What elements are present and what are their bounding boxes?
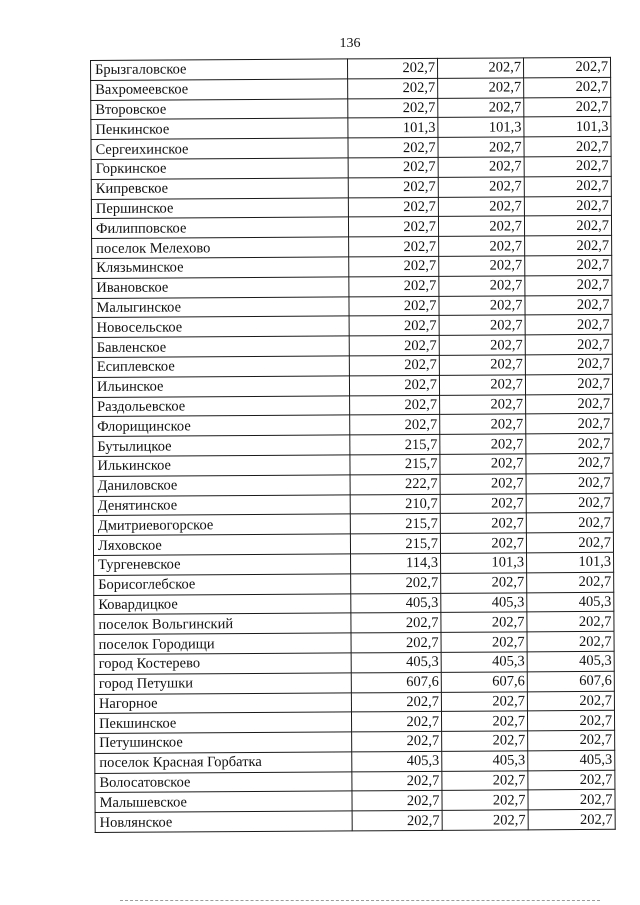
row-name-cell: Борисоглебское — [94, 574, 351, 595]
row-name-cell: Флорищинское — [93, 415, 350, 436]
row-value-1-cell: 215,7 — [350, 435, 440, 455]
row-value-1-cell: 202,7 — [349, 296, 439, 316]
row-name-cell: Второвское — [91, 99, 348, 120]
row-value-1-cell: 202,7 — [348, 157, 438, 177]
row-name-cell: Петушинское — [95, 732, 352, 753]
row-value-3-cell: 202,7 — [526, 414, 613, 434]
row-value-1-cell: 202,7 — [349, 355, 439, 375]
row-value-1-cell: 202,7 — [352, 811, 442, 831]
row-value-3-cell: 202,7 — [527, 572, 614, 592]
row-value-1-cell: 202,7 — [350, 415, 440, 435]
row-value-2-cell: 607,6 — [441, 672, 527, 692]
row-value-3-cell: 202,7 — [528, 790, 615, 810]
row-name-cell: Нагорное — [94, 692, 351, 713]
row-value-2-cell: 202,7 — [438, 78, 524, 98]
row-value-3-cell: 202,7 — [525, 334, 612, 354]
row-value-1-cell: 215,7 — [350, 533, 440, 553]
row-value-3-cell: 202,7 — [526, 394, 613, 414]
row-value-2-cell: 202,7 — [439, 355, 525, 375]
row-value-1-cell: 202,7 — [348, 177, 438, 197]
row-value-3-cell: 202,7 — [525, 354, 612, 374]
row-value-3-cell: 202,7 — [525, 255, 612, 275]
row-value-3-cell: 202,7 — [526, 532, 613, 552]
row-name-cell: Ильинское — [92, 376, 349, 397]
row-value-2-cell: 405,3 — [441, 592, 527, 612]
row-name-cell: Першинское — [91, 198, 348, 219]
row-value-2-cell: 202,7 — [439, 335, 525, 355]
row-value-2-cell: 202,7 — [439, 276, 525, 296]
row-value-1-cell: 202,7 — [350, 395, 440, 415]
row-value-3-cell: 202,7 — [528, 770, 615, 790]
row-value-3-cell: 202,7 — [524, 216, 611, 236]
row-value-3-cell: 202,7 — [524, 97, 611, 117]
row-value-1-cell: 202,7 — [351, 632, 441, 652]
row-name-cell: Малыгинское — [92, 296, 349, 317]
row-name-cell: город Петушки — [94, 673, 351, 694]
row-value-2-cell: 101,3 — [441, 553, 527, 573]
row-value-3-cell: 202,7 — [525, 295, 612, 315]
row-value-3-cell: 202,7 — [523, 57, 610, 77]
row-value-2-cell: 405,3 — [442, 751, 528, 771]
row-value-2-cell: 202,7 — [440, 454, 526, 474]
row-value-2-cell: 202,7 — [438, 137, 524, 157]
row-value-3-cell: 405,3 — [527, 651, 614, 671]
row-value-3-cell: 202,7 — [524, 77, 611, 97]
row-name-cell: город Костерево — [94, 653, 351, 674]
row-value-3-cell: 202,7 — [526, 453, 613, 473]
row-name-cell: Филипповское — [91, 217, 348, 238]
row-name-cell: Дмитриевогорское — [93, 514, 350, 535]
row-value-1-cell: 202,7 — [349, 316, 439, 336]
row-value-2-cell: 202,7 — [438, 196, 524, 216]
row-value-3-cell: 202,7 — [528, 730, 615, 750]
row-value-1-cell: 202,7 — [351, 573, 441, 593]
row-value-3-cell: 202,7 — [527, 711, 614, 731]
row-value-1-cell: 607,6 — [351, 672, 441, 692]
row-value-3-cell: 202,7 — [526, 473, 613, 493]
row-value-1-cell: 202,7 — [349, 375, 439, 395]
row-name-cell: Кипревское — [91, 178, 348, 199]
row-name-cell: Клязьминское — [92, 257, 349, 278]
row-value-1-cell: 202,7 — [348, 197, 438, 217]
row-value-3-cell: 202,7 — [526, 513, 613, 533]
row-value-3-cell: 202,7 — [524, 156, 611, 176]
page-number: 136 — [339, 36, 361, 51]
row-value-2-cell: 202,7 — [442, 731, 528, 751]
row-value-2-cell: 202,7 — [441, 573, 527, 593]
row-value-3-cell: 202,7 — [525, 374, 612, 394]
row-value-2-cell: 202,7 — [441, 711, 527, 731]
row-value-2-cell: 202,7 — [442, 810, 528, 830]
row-value-2-cell: 202,7 — [438, 216, 524, 236]
row-value-2-cell: 202,7 — [440, 493, 526, 513]
row-value-1-cell: 222,7 — [350, 474, 440, 494]
row-value-1-cell: 202,7 — [351, 613, 441, 633]
table-body — [91, 57, 616, 832]
row-value-3-cell: 202,7 — [525, 235, 612, 255]
row-name-cell: Сергеихинское — [91, 138, 348, 159]
row-value-1-cell: 405,3 — [352, 751, 442, 771]
row-value-2-cell: 202,7 — [442, 790, 528, 810]
row-value-2-cell: 202,7 — [441, 612, 527, 632]
row-value-3-cell: 202,7 — [524, 176, 611, 196]
row-name-cell: поселок Вольгинский — [94, 613, 351, 634]
row-value-1-cell: 202,7 — [351, 712, 441, 732]
row-name-cell: Горкинское — [91, 158, 348, 179]
row-name-cell: Пекшинское — [94, 712, 351, 733]
row-value-1-cell: 202,7 — [349, 276, 439, 296]
row-value-1-cell: 202,7 — [352, 731, 442, 751]
row-value-2-cell: 202,7 — [441, 632, 527, 652]
row-value-1-cell: 202,7 — [349, 336, 439, 356]
row-value-1-cell: 202,7 — [348, 138, 438, 158]
row-name-cell: поселок Городищи — [94, 633, 351, 654]
row-value-3-cell: 405,3 — [528, 750, 615, 770]
row-value-3-cell: 202,7 — [527, 631, 614, 651]
row-value-1-cell: 202,7 — [351, 692, 441, 712]
row-value-1-cell: 405,3 — [351, 593, 441, 613]
row-value-2-cell: 101,3 — [438, 117, 524, 137]
row-value-1-cell: 202,7 — [349, 256, 439, 276]
row-value-2-cell: 202,7 — [440, 434, 526, 454]
row-value-2-cell: 202,7 — [439, 375, 525, 395]
row-value-1-cell: 202,7 — [352, 791, 442, 811]
row-value-1-cell: 202,7 — [348, 98, 438, 118]
row-value-2-cell: 202,7 — [439, 315, 525, 335]
row-name-cell: Новосельское — [92, 316, 349, 337]
row-value-2-cell: 202,7 — [440, 414, 526, 434]
row-name-cell: Есиплевское — [92, 356, 349, 377]
row-value-2-cell: 202,7 — [439, 236, 525, 256]
row-name-cell: Денятинское — [93, 494, 350, 515]
row-value-3-cell: 202,7 — [528, 810, 615, 830]
row-name-cell: поселок Мелехово — [92, 237, 349, 258]
row-value-3-cell: 405,3 — [527, 592, 614, 612]
row-value-3-cell: 202,7 — [526, 433, 613, 453]
row-value-2-cell: 202,7 — [438, 177, 524, 197]
row-name-cell: Волосатовское — [95, 772, 352, 793]
row-name-cell: Вахромеевское — [91, 79, 348, 100]
row-value-1-cell: 215,7 — [350, 454, 440, 474]
row-value-2-cell: 202,7 — [437, 58, 523, 78]
row-value-2-cell: 405,3 — [441, 652, 527, 672]
row-name-cell: Малышевское — [95, 791, 352, 812]
row-name-cell: Ивановское — [92, 277, 349, 298]
row-value-3-cell: 202,7 — [525, 315, 612, 335]
row-value-3-cell: 202,7 — [526, 493, 613, 513]
bottom-rule — [120, 900, 600, 901]
row-value-2-cell: 202,7 — [442, 771, 528, 791]
row-name-cell: Даниловское — [93, 475, 350, 496]
row-name-cell: Ковардицкое — [94, 593, 351, 614]
row-value-2-cell: 202,7 — [440, 533, 526, 553]
row-name-cell: Тургеневское — [94, 554, 351, 575]
row-value-2-cell: 202,7 — [440, 474, 526, 494]
row-name-cell: Раздольевское — [93, 395, 350, 416]
row-name-cell: Бавленское — [92, 336, 349, 357]
row-name-cell: Новлянское — [95, 811, 352, 832]
row-value-2-cell: 202,7 — [439, 295, 525, 315]
row-value-3-cell: 101,3 — [527, 552, 614, 572]
row-value-1-cell: 101,3 — [348, 118, 438, 138]
table-row — [95, 810, 615, 833]
row-value-1-cell: 202,7 — [348, 78, 438, 98]
row-value-3-cell: 607,6 — [527, 671, 614, 691]
row-value-3-cell: 202,7 — [524, 137, 611, 157]
row-value-3-cell: 202,7 — [527, 691, 614, 711]
row-value-1-cell: 210,7 — [350, 494, 440, 514]
row-value-1-cell: 202,7 — [347, 58, 437, 78]
row-name-cell: Бутылицкое — [93, 435, 350, 456]
row-value-2-cell: 202,7 — [438, 97, 524, 117]
row-name-cell: Брызгаловское — [91, 59, 348, 80]
row-value-3-cell: 202,7 — [524, 196, 611, 216]
row-value-1-cell: 114,3 — [351, 553, 441, 573]
row-name-cell: Ляховское — [93, 534, 350, 555]
row-value-2-cell: 202,7 — [440, 394, 526, 414]
table-container — [90, 57, 616, 833]
data-table — [90, 57, 616, 833]
row-name-cell: Пенкинское — [91, 118, 348, 139]
row-name-cell: Илькинское — [93, 455, 350, 476]
row-value-1-cell: 202,7 — [349, 237, 439, 257]
row-value-1-cell: 202,7 — [352, 771, 442, 791]
row-value-1-cell: 202,7 — [348, 217, 438, 237]
row-value-3-cell: 202,7 — [527, 612, 614, 632]
row-value-1-cell: 405,3 — [351, 652, 441, 672]
row-value-2-cell: 202,7 — [441, 691, 527, 711]
row-value-2-cell: 202,7 — [440, 513, 526, 533]
row-value-2-cell: 202,7 — [438, 157, 524, 177]
row-value-2-cell: 202,7 — [439, 256, 525, 276]
row-value-1-cell: 215,7 — [350, 514, 440, 534]
row-value-3-cell: 101,3 — [524, 117, 611, 137]
row-name-cell: поселок Красная Горбатка — [95, 752, 352, 773]
row-value-3-cell: 202,7 — [525, 275, 612, 295]
